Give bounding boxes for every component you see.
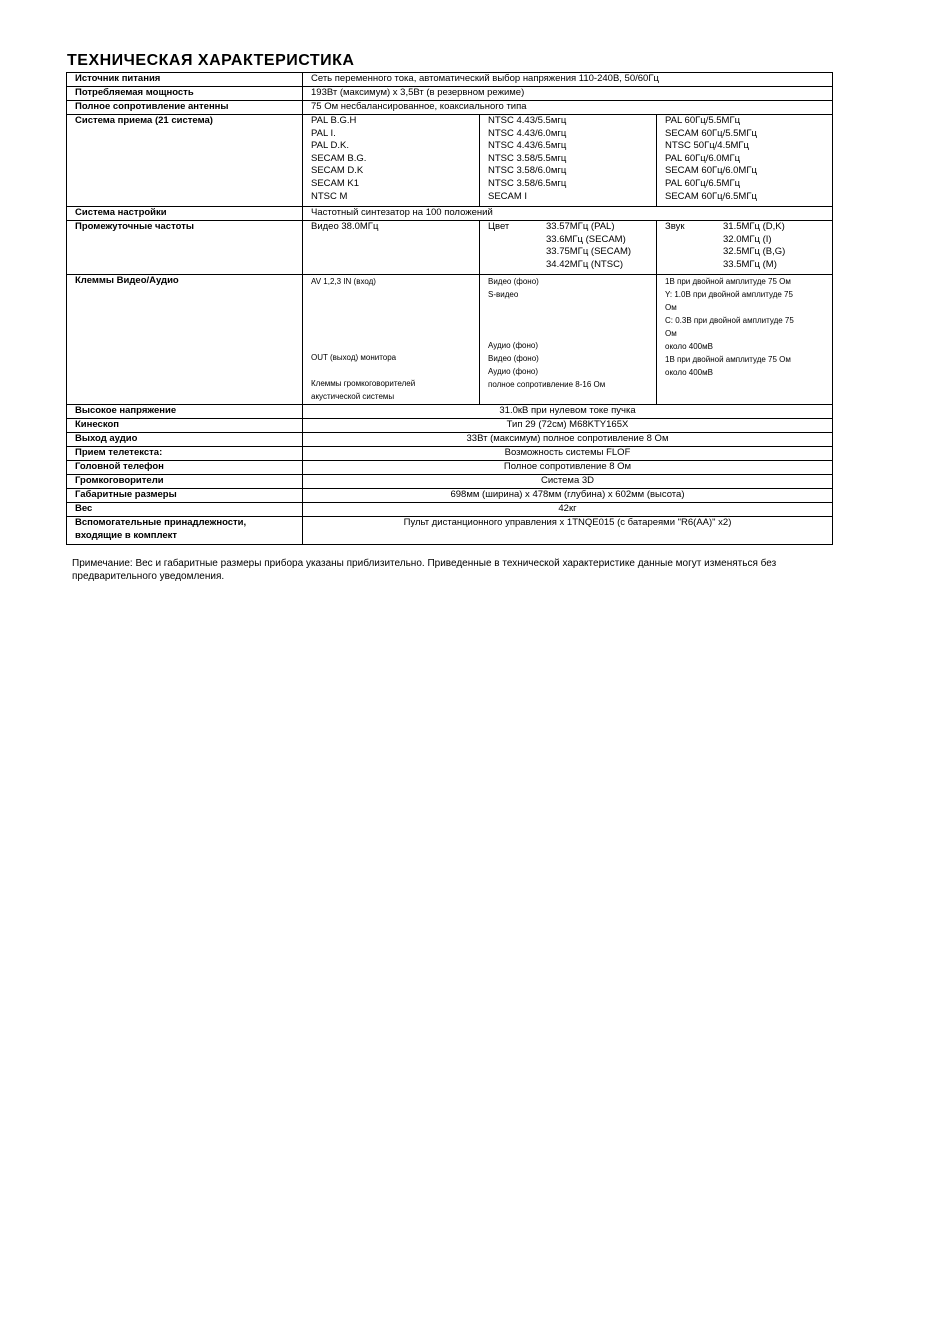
list-item: 1В при двойной амплитуде 75 Ом [665, 277, 791, 286]
table-row [67, 275, 833, 405]
table-row [67, 101, 833, 115]
list-item: SECAM B.G. [311, 152, 367, 164]
table-row [67, 73, 833, 87]
list-item: AV 1,2,3 IN (вход) [311, 277, 376, 286]
list-item: NTSC 50Гц/4.5МГц [665, 140, 749, 152]
list-item: PAL B.G.H [311, 115, 357, 126]
if-color-label: Цвет [488, 221, 510, 232]
row-label: Промежуточные частоты [67, 221, 303, 275]
row-label: Клеммы Видео/Аудио [67, 275, 303, 405]
terminals-col-2 [480, 275, 657, 405]
row-label: Источник питания [67, 73, 303, 87]
list-item: SECAM 60Гц/6.5МГц [665, 190, 757, 202]
table-row [67, 503, 833, 517]
reception-col-2 [480, 115, 657, 207]
list-item: Y: 1.0В при двойной амплитуде 75 [665, 290, 793, 299]
row-label: Кинескоп [67, 419, 303, 433]
table-row [67, 115, 833, 207]
table-row [67, 433, 833, 447]
reception-col-3 [657, 115, 833, 207]
terminals-col-3 [657, 275, 833, 405]
terminals-col-1 [303, 275, 480, 405]
row-value: Пульт дистанционного управления х 1TNQE015 (с батареями "R6(AA)" x2) [303, 517, 833, 545]
list-item: C: 0.3В при двойной амплитуде 75 [665, 316, 794, 325]
row-label: Вес [67, 503, 303, 517]
row-label: Головной телефон [67, 461, 303, 475]
list-item: NTSC M [311, 190, 348, 202]
table-row [67, 87, 833, 101]
list-item: S-видео [488, 290, 519, 299]
list-item: 34.42МГц (NTSC) [546, 258, 624, 270]
list-item: SECAM I [488, 190, 528, 202]
table-row [67, 447, 833, 461]
row-value: 33Вт (максимум) полное сопротивление 8 Ом [303, 433, 833, 447]
list-item: SECAM 60Гц/6.0МГц [665, 165, 757, 177]
list-item: около 400мВ [665, 368, 713, 377]
table-row [67, 461, 833, 475]
row-label: Громкоговорители [67, 475, 303, 489]
list-item: OUT (выход) монитора [311, 352, 397, 362]
row-label: Система приема (21 система) [67, 115, 303, 207]
row-label: Система настройки [67, 207, 303, 221]
row-label-line: входящие в комплект [75, 529, 178, 541]
list-item: NTSC 4.43/6.5мгц [488, 140, 567, 152]
list-item: 33.57МГц (PAL) [546, 221, 615, 232]
row-value: 75 Ом несбалансированное, коаксиального типа [303, 101, 833, 115]
list-item: PAL 60Гц/5.5МГц [665, 115, 741, 126]
list-item: акустической системы [311, 391, 395, 401]
row-label: Высокое напряжение [67, 405, 303, 419]
row-label-line: Вспомогательные принадлежности, [75, 517, 247, 528]
row-value: 193Вт (максимум) х 3,5Вт (в резервном режиме) [303, 87, 833, 101]
table-row [67, 475, 833, 489]
page-title: ТЕХНИЧЕСКАЯ ХАРАКТЕРИСТИКА [67, 52, 355, 69]
row-label: Габаритные размеры [67, 489, 303, 503]
row-label: Прием телетекста: [67, 447, 303, 461]
row-value: Тип 29 (72см) M68KTY165X [303, 419, 833, 433]
if-color [480, 221, 657, 275]
list-item: Ом [665, 303, 677, 312]
list-item: Видео (фоно) [488, 277, 539, 286]
list-item: Видео (фоно) [488, 353, 539, 363]
row-label: Полное сопротивление антенны [67, 101, 303, 115]
list-item: 31.5МГц (D,K) [723, 221, 785, 232]
list-item: около 400мВ [665, 342, 713, 351]
list-item: 33.75МГц (SECAM) [546, 246, 632, 258]
list-item: полное сопротивление 8-16 Ом [488, 379, 606, 389]
reception-col-1 [303, 115, 480, 207]
list-item: 33.6МГц (SECAM) [546, 233, 626, 245]
if-sound-label: Звук [665, 221, 685, 232]
row-value: 42кг [303, 503, 833, 517]
list-item: NTSC 3.58/5.5мгц [488, 152, 567, 164]
row-value: Полное сопротивление 8 Ом [303, 461, 833, 475]
table-row [67, 207, 833, 221]
row-value: 698мм (ширина) х 478мм (глубина) х 602мм (высота) [303, 489, 833, 503]
list-item: 1В при двойной амплитуде 75 Ом [665, 355, 791, 364]
list-item: Аудио (фоно) [488, 366, 539, 376]
footnote: Примечание: Вес и габаритные размеры прибора указаны приблизительно. Приведенные в технической характеристике данные могут изменяться без предварительного уведомления. [72, 558, 777, 582]
table-row [67, 221, 833, 275]
list-item: NTSC 4.43/5.5мгц [488, 115, 567, 126]
row-value: 31.0кВ при нулевом токе пучка [303, 405, 833, 419]
table-row [67, 517, 833, 545]
list-item: PAL 60Гц/6.5МГц [665, 177, 741, 189]
if-sound [657, 221, 833, 275]
list-item: NTSC 3.58/6.5мгц [488, 177, 567, 189]
list-item: NTSC 3.58/6.0мгц [488, 165, 567, 177]
list-item: Ом [665, 329, 677, 338]
list-item: SECAM D.K [311, 165, 364, 177]
list-item: PAL 60Гц/6.0МГц [665, 152, 741, 164]
list-item: SECAM 60Гц/5.5МГц [665, 127, 757, 139]
list-item: Аудио (фоно) [488, 340, 539, 350]
list-item: SECAM K1 [311, 177, 360, 189]
list-item: NTSC 4.43/6.0мгц [488, 127, 567, 139]
row-label: Выход аудио [67, 433, 303, 447]
table-row [67, 405, 833, 419]
list-item: 32.5МГц (B,G) [723, 246, 786, 258]
row-label: Потребляемая мощность [67, 87, 303, 101]
list-item: PAL I. [311, 127, 336, 139]
table-row [67, 419, 833, 433]
list-item: 32.0МГц (I) [723, 233, 772, 245]
row-value: Частотный синтезатор на 100 положений [303, 207, 833, 221]
list-item: 33.5МГц (M) [723, 258, 777, 270]
row-value: Возможность системы FLOF [303, 447, 833, 461]
list-item: PAL D.K. [311, 140, 350, 152]
spec-table [66, 72, 833, 545]
row-label [67, 517, 303, 545]
list-item: Клеммы громкоговорителей [311, 378, 416, 388]
table-row [67, 489, 833, 503]
row-value: Сеть переменного тока, автоматический выбор напряжения 110-240В, 50/60Гц [303, 73, 833, 87]
if-video: Видео 38.0МГц [303, 221, 480, 275]
row-value: Система 3D [303, 475, 833, 489]
